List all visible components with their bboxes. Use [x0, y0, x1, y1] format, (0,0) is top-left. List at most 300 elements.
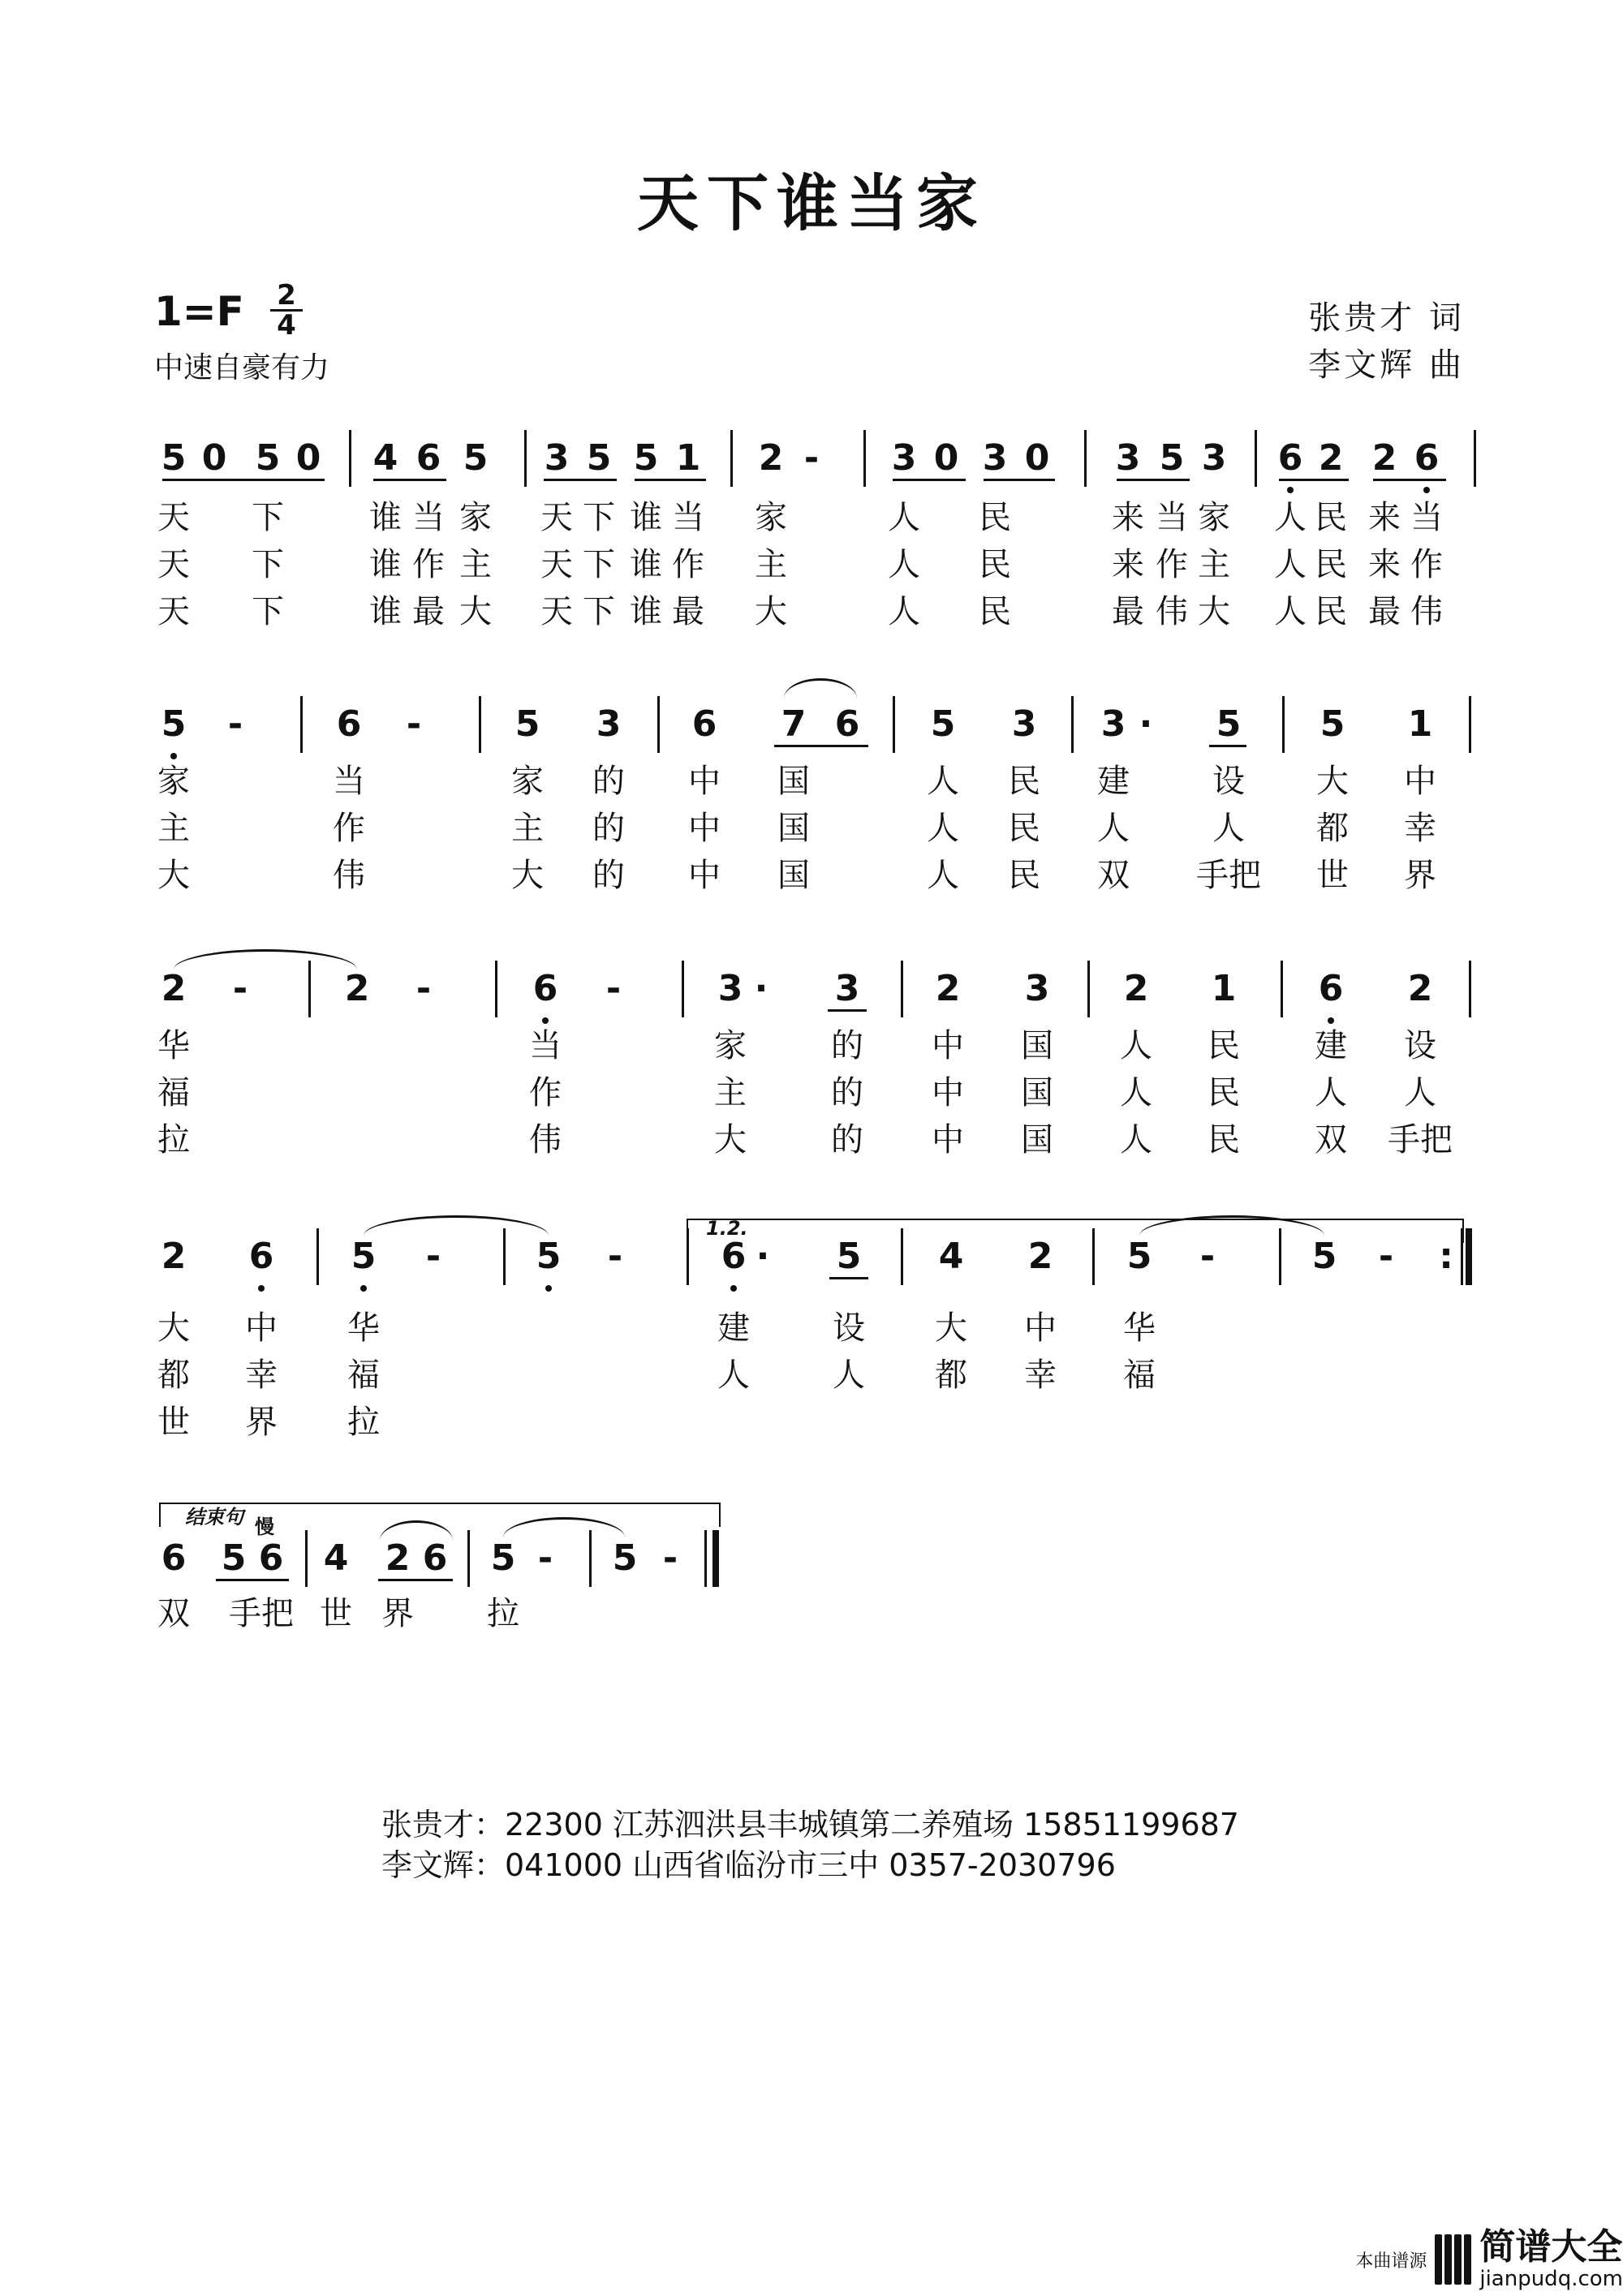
- system5-note: 2: [385, 1537, 411, 1579]
- volta-bracket: [687, 1219, 1464, 1243]
- system4-verse1-lyric: 设: [833, 1309, 865, 1347]
- system4-barline: [316, 1228, 319, 1285]
- system4-verse2-lyric: 都: [935, 1357, 967, 1394]
- system3-verse3-lyric: 中: [932, 1121, 964, 1159]
- system2-verse3-lyric: 伟: [333, 857, 365, 894]
- system1-note: 2: [1318, 437, 1344, 479]
- system1-note: 0: [933, 437, 959, 479]
- system2-verse1-lyric: 当: [333, 763, 365, 800]
- beam-underline: [378, 1579, 453, 1581]
- system1-verse1-lyric: 下: [583, 499, 615, 536]
- system2-verse3-lyric: 界: [1404, 857, 1436, 894]
- key-signature: 1=F: [154, 288, 244, 335]
- system3-verse2-lyric: 人: [1315, 1074, 1347, 1111]
- system4-note: -: [1378, 1236, 1394, 1277]
- system3-verse2-lyric: 作: [529, 1074, 562, 1111]
- system4-verse2-lyric: 都: [157, 1357, 190, 1394]
- system1-verse1-lyric: 家: [1198, 499, 1230, 536]
- system1-verse2-lyric: 人: [1274, 546, 1307, 583]
- system4-verse2-lyric: 人: [717, 1357, 750, 1394]
- system1-verse3-lyric: 大: [459, 593, 492, 630]
- system3-note: 3: [834, 968, 860, 1009]
- system1-verse1-lyric: 家: [755, 499, 787, 536]
- system1-verse2-lyric: 作: [672, 546, 704, 583]
- system1-note: -: [803, 437, 820, 479]
- system5-lyric: 手把: [229, 1595, 294, 1632]
- system3-note: 2: [344, 968, 370, 1009]
- system2-barline: [479, 696, 481, 753]
- system2-verse2-lyric: 的: [592, 810, 625, 847]
- system4-note: 6: [721, 1236, 747, 1277]
- system2-verse1-lyric: 设: [1212, 763, 1245, 800]
- system3-verse1-lyric: 建: [1315, 1027, 1347, 1064]
- system1-note: 5: [633, 437, 659, 479]
- beam-underline: [829, 1277, 868, 1279]
- system4-verse3-lyric: 拉: [347, 1404, 380, 1441]
- low-octave-dot: [1328, 1017, 1334, 1024]
- system3-note: 3: [717, 968, 743, 1009]
- system5-lyric: 界: [381, 1595, 414, 1632]
- system1-verse1-lyric: 当: [1156, 499, 1188, 536]
- beam-underline: [1373, 479, 1446, 481]
- system3-verse3-lyric: 人: [1120, 1121, 1152, 1159]
- system5-note: 6: [422, 1537, 448, 1579]
- system4-note: -: [425, 1236, 441, 1277]
- system1-barline: [1255, 430, 1257, 487]
- system4-note: 4: [938, 1236, 964, 1277]
- system2-note: 7: [781, 703, 807, 745]
- system1-verse2-lyric: 下: [583, 546, 615, 583]
- system1-verse1-lyric: 民: [979, 499, 1011, 536]
- system1-note: 2: [758, 437, 784, 479]
- system4-verse1-lyric: 华: [1123, 1309, 1156, 1347]
- system3-note: 2: [1407, 968, 1433, 1009]
- tie-slur: [784, 678, 857, 699]
- system1-note: 1: [675, 437, 701, 479]
- watermark-brand: [1479, 2228, 1623, 2291]
- system3-verse2-lyric: 中: [932, 1074, 964, 1111]
- system1-verse2-lyric: 主: [1198, 546, 1230, 583]
- system2-note: 6: [336, 703, 362, 745]
- system1-verse3-lyric: 大: [1198, 593, 1230, 630]
- tie-slur: [364, 1215, 549, 1236]
- beam-underline: [1117, 479, 1190, 481]
- system1-barline: [1084, 430, 1087, 487]
- system4-verse1-lyric: 中: [245, 1309, 278, 1347]
- system2-note: 3: [1011, 703, 1037, 745]
- system1-note: 3: [1201, 437, 1227, 479]
- beam-underline: [828, 1009, 867, 1012]
- system1-note: 5: [255, 437, 281, 479]
- system2-verse2-lyric: 民: [1008, 810, 1040, 847]
- system2-verse2-lyric: 主: [157, 810, 190, 847]
- system1-note: 3: [1115, 437, 1141, 479]
- system5-note: -: [662, 1537, 678, 1579]
- system4-note: 5: [836, 1236, 862, 1277]
- system3-verse2-lyric: 国: [1021, 1074, 1053, 1111]
- time-signature: [270, 279, 303, 342]
- lyricist-credit: 张贵才 词: [1308, 299, 1465, 337]
- system1-verse2-lyric: 作: [1410, 546, 1443, 583]
- system2-barline: [300, 696, 303, 753]
- system4-verse3-lyric: 世: [157, 1404, 190, 1441]
- system4-verse1-lyric: 大: [935, 1309, 967, 1347]
- system1-note: 6: [1414, 437, 1440, 479]
- system1-barline: [524, 430, 527, 487]
- system1-verse2-lyric: 作: [1156, 546, 1188, 583]
- system1-note: 5: [463, 437, 489, 479]
- system2-note: 3: [1100, 703, 1126, 745]
- system2-verse3-lyric: 大: [157, 857, 190, 894]
- system1-note: 3: [544, 437, 570, 479]
- system3-note: 3: [1024, 968, 1050, 1009]
- system2-verse1-lyric: 国: [777, 763, 810, 800]
- system1-verse3-lyric: 天: [157, 593, 190, 630]
- system1-verse3-lyric: 民: [979, 593, 1011, 630]
- system3-verse3-lyric: 双: [1315, 1121, 1347, 1159]
- system3-verse2-lyric: 人: [1404, 1074, 1436, 1111]
- system5-lyric: 拉: [487, 1595, 519, 1632]
- system5-note: -: [537, 1537, 553, 1579]
- system2-verse2-lyric: 主: [511, 810, 544, 847]
- system3-verse3-lyric: 伟: [529, 1121, 562, 1159]
- contact-composer: 李文辉：041000 山西省临汾市三中 0357-2030796: [381, 1847, 1116, 1883]
- system2-barline: [893, 696, 895, 753]
- low-octave-dot: [1423, 487, 1430, 493]
- system3-barline: [1469, 961, 1471, 1017]
- double-barline-thin: [704, 1530, 707, 1587]
- system5-barline: [467, 1530, 470, 1587]
- watermark-note: 本曲谱源: [1355, 2251, 1427, 2272]
- system3-note: 2: [161, 968, 187, 1009]
- system2-verse1-lyric: 的: [592, 763, 625, 800]
- system1-verse1-lyric: 人: [1274, 499, 1307, 536]
- system1-verse3-lyric: 最: [412, 593, 445, 630]
- system1-verse1-lyric: 谁: [369, 499, 402, 536]
- ending-label: 结束句: [185, 1506, 243, 1529]
- system2-verse1-lyric: 中: [1404, 763, 1436, 800]
- system4-note: ·: [756, 1236, 770, 1277]
- system1-verse3-lyric: 大: [755, 593, 787, 630]
- system2-verse2-lyric: 作: [333, 810, 365, 847]
- system3-barline: [1087, 961, 1090, 1017]
- system3-verse2-lyric: 主: [714, 1074, 747, 1111]
- system2-verse2-lyric: 人: [1097, 810, 1130, 847]
- beam-underline: [984, 479, 1055, 481]
- system1-verse3-lyric: 谁: [630, 593, 662, 630]
- system2-note: 5: [1319, 703, 1345, 745]
- system3-verse1-lyric: 设: [1404, 1027, 1436, 1064]
- system5-note: 4: [323, 1537, 349, 1579]
- system2-verse3-lyric: 国: [777, 857, 810, 894]
- system3-verse1-lyric: 中: [932, 1027, 964, 1064]
- system2-verse1-lyric: 中: [688, 763, 721, 800]
- system1-verse1-lyric: 当: [412, 499, 445, 536]
- system1-verse1-lyric: 下: [252, 499, 284, 536]
- beam-underline: [544, 479, 617, 481]
- system5-lyric: 世: [320, 1595, 352, 1632]
- system2-note: 6: [834, 703, 860, 745]
- system1-note: 6: [415, 437, 441, 479]
- low-octave-dot: [360, 1285, 367, 1292]
- system4-verse1-lyric: 华: [347, 1309, 380, 1347]
- beam-underline: [162, 479, 325, 481]
- beam-underline: [373, 479, 446, 481]
- system4-barline: [503, 1228, 506, 1285]
- system3-note: 2: [935, 968, 961, 1009]
- system1-note: 0: [201, 437, 227, 479]
- system2-note: 5: [514, 703, 540, 745]
- system3-verse3-lyric: 手把: [1388, 1121, 1453, 1159]
- system4-verse2-lyric: 人: [833, 1357, 865, 1394]
- system2-verse3-lyric: 中: [688, 857, 721, 894]
- system2-verse2-lyric: 人: [1212, 810, 1245, 847]
- beam-underline: [216, 1579, 289, 1581]
- system1-verse3-lyric: 民: [1315, 593, 1347, 630]
- system3-verse3-lyric: 民: [1208, 1121, 1240, 1159]
- system1-verse2-lyric: 谁: [630, 546, 662, 583]
- system2-verse3-lyric: 民: [1008, 857, 1040, 894]
- system2-verse3-lyric: 手把: [1196, 857, 1261, 894]
- system2-verse3-lyric: 世: [1316, 857, 1349, 894]
- system1-verse3-lyric: 伟: [1410, 593, 1443, 630]
- system4-note: -: [1199, 1236, 1216, 1277]
- system1-note: 5: [161, 437, 187, 479]
- low-octave-dot: [542, 1017, 549, 1024]
- system3-verse3-lyric: 的: [831, 1121, 863, 1159]
- system4-note: 5: [536, 1236, 562, 1277]
- system4-note: 2: [161, 1236, 187, 1277]
- system2-barline: [657, 696, 660, 753]
- system1-verse3-lyric: 天: [540, 593, 573, 630]
- system4-note: 2: [1027, 1236, 1053, 1277]
- page-title: 天下谁当家: [637, 167, 986, 239]
- system2-note: 3: [596, 703, 622, 745]
- system2-verse2-lyric: 幸: [1404, 810, 1436, 847]
- system5-note: 6: [258, 1537, 284, 1579]
- system1-note: 0: [1024, 437, 1050, 479]
- system5-note: 6: [161, 1537, 187, 1579]
- system1-verse1-lyric: 来: [1112, 499, 1144, 536]
- system3-verse2-lyric: 福: [157, 1074, 190, 1111]
- system1-verse3-lyric: 最: [672, 593, 704, 630]
- system1-verse3-lyric: 最: [1112, 593, 1144, 630]
- system3-verse1-lyric: 民: [1208, 1027, 1240, 1064]
- system2-verse2-lyric: 都: [1316, 810, 1349, 847]
- system3-note: 2: [1123, 968, 1149, 1009]
- system5-barline: [589, 1530, 592, 1587]
- system1-verse2-lyric: 来: [1368, 546, 1401, 583]
- system1-verse1-lyric: 当: [1410, 499, 1443, 536]
- watermark-brand-name: 简谱大全: [1479, 2226, 1623, 2268]
- system4-verse1-lyric: 大: [157, 1309, 190, 1347]
- low-octave-dot: [170, 753, 177, 759]
- final-thick-barline: [1466, 1228, 1472, 1285]
- system3-verse1-lyric: 当: [529, 1027, 562, 1064]
- system1-verse3-lyric: 伟: [1156, 593, 1188, 630]
- system3-verse2-lyric: 人: [1120, 1074, 1152, 1111]
- system3-note: -: [232, 968, 248, 1009]
- system2-note: 1: [1407, 703, 1433, 745]
- system2-verse3-lyric: 双: [1097, 857, 1130, 894]
- system5-note: 5: [490, 1537, 516, 1579]
- system1-note: 0: [295, 437, 321, 479]
- volta-label: 1.2.: [706, 1217, 748, 1240]
- system3-barline: [682, 961, 684, 1017]
- system3-note: 6: [532, 968, 558, 1009]
- beam-underline: [893, 479, 966, 481]
- system1-note: 3: [982, 437, 1008, 479]
- system1-note: 5: [586, 437, 612, 479]
- beam-underline: [635, 479, 706, 481]
- beam-underline: [774, 745, 868, 747]
- system3-note: 6: [1318, 968, 1344, 1009]
- system1-note: 2: [1371, 437, 1397, 479]
- system1-verse2-lyric: 谁: [369, 546, 402, 583]
- system1-verse3-lyric: 谁: [369, 593, 402, 630]
- system3-verse1-lyric: 的: [831, 1027, 863, 1064]
- system2-verse3-lyric: 的: [592, 857, 625, 894]
- composer-credit: 李文辉 曲: [1308, 346, 1465, 384]
- double-barline-thick: [712, 1530, 719, 1587]
- system1-verse3-lyric: 下: [583, 593, 615, 630]
- system2-verse1-lyric: 建: [1097, 763, 1130, 800]
- system1-verse3-lyric: 最: [1368, 593, 1401, 630]
- system1-verse2-lyric: 人: [888, 546, 920, 583]
- system3-note: ·: [754, 968, 768, 1009]
- system1-note: 3: [891, 437, 917, 479]
- system3-verse3-lyric: 拉: [157, 1121, 190, 1159]
- system1-verse3-lyric: 人: [1274, 593, 1307, 630]
- system5-note: 5: [612, 1537, 638, 1579]
- system4-verse2-lyric: 福: [347, 1357, 380, 1394]
- system2-verse1-lyric: 大: [1316, 763, 1349, 800]
- system2-verse2-lyric: 中: [688, 810, 721, 847]
- system2-note: ·: [1139, 703, 1153, 745]
- system4-note: 6: [248, 1236, 274, 1277]
- system4-note: :: [1439, 1236, 1453, 1277]
- low-octave-dot: [545, 1285, 552, 1292]
- system3-verse1-lyric: 人: [1120, 1027, 1152, 1064]
- system1-verse1-lyric: 来: [1368, 499, 1401, 536]
- system2-note: 6: [691, 703, 717, 745]
- system1-barline: [1474, 430, 1476, 487]
- system3-verse3-lyric: 大: [714, 1121, 747, 1159]
- system3-note: -: [605, 968, 622, 1009]
- ending-tempo-mark: 慢: [255, 1516, 274, 1538]
- system2-note: -: [406, 703, 422, 745]
- watermark[interactable]: [1355, 2223, 1623, 2296]
- system1-barline: [863, 430, 866, 487]
- system2-barline: [1282, 696, 1285, 753]
- system2-verse2-lyric: 人: [927, 810, 959, 847]
- system3-verse1-lyric: 家: [714, 1027, 747, 1064]
- system2-note: 5: [930, 703, 956, 745]
- watermark-url: jianpudq.com: [1479, 2267, 1623, 2291]
- system3-verse1-lyric: 国: [1021, 1027, 1053, 1064]
- system2-note: 5: [161, 703, 187, 745]
- system3-verse3-lyric: 国: [1021, 1121, 1053, 1159]
- system3-note: 1: [1211, 968, 1237, 1009]
- system2-verse3-lyric: 人: [927, 857, 959, 894]
- system1-verse2-lyric: 天: [540, 546, 573, 583]
- tempo-marking: 中速自豪有力: [154, 351, 330, 385]
- low-octave-dot: [258, 1285, 265, 1292]
- system1-verse3-lyric: 下: [252, 593, 284, 630]
- system2-note: 5: [1216, 703, 1242, 745]
- time-signature-top: 2: [277, 279, 296, 312]
- system2-barline: [1071, 696, 1074, 753]
- system3-barline: [495, 961, 497, 1017]
- system3-note: -: [415, 968, 432, 1009]
- system1-verse2-lyric: 下: [252, 546, 284, 583]
- system1-verse1-lyric: 天: [157, 499, 190, 536]
- system2-note: -: [227, 703, 243, 745]
- system1-note: 4: [372, 437, 398, 479]
- system4-verse1-lyric: 建: [717, 1309, 750, 1347]
- system1-verse2-lyric: 天: [157, 546, 190, 583]
- low-octave-dot: [730, 1285, 737, 1292]
- system4-verse2-lyric: 福: [1123, 1357, 1156, 1394]
- piano-keys-icon: [1435, 2234, 1471, 2285]
- system1-barline: [349, 430, 351, 487]
- system2-verse1-lyric: 民: [1008, 763, 1040, 800]
- system4-verse2-lyric: 幸: [245, 1357, 278, 1394]
- system1-verse2-lyric: 主: [755, 546, 787, 583]
- system1-verse2-lyric: 民: [1315, 546, 1347, 583]
- beam-underline: [1279, 479, 1349, 481]
- system1-verse1-lyric: 天: [540, 499, 573, 536]
- system4-verse3-lyric: 界: [245, 1404, 278, 1441]
- system4-note: 5: [1311, 1236, 1337, 1277]
- system1-verse2-lyric: 主: [459, 546, 492, 583]
- system2-verse1-lyric: 家: [511, 763, 544, 800]
- system5-lyric: 双: [157, 1595, 190, 1632]
- system2-barline: [1469, 696, 1471, 753]
- system3-verse1-lyric: 华: [157, 1027, 190, 1064]
- system4-note: -: [607, 1236, 623, 1277]
- system2-verse2-lyric: 国: [777, 810, 810, 847]
- system1-verse2-lyric: 来: [1112, 546, 1144, 583]
- system4-note: 5: [351, 1236, 377, 1277]
- system1-verse1-lyric: 家: [459, 499, 492, 536]
- beam-underline: [1209, 745, 1246, 747]
- system2-verse1-lyric: 家: [157, 763, 190, 800]
- system4-verse1-lyric: 中: [1024, 1309, 1057, 1347]
- system4-note: 5: [1126, 1236, 1152, 1277]
- system2-verse3-lyric: 大: [511, 857, 544, 894]
- system3-barline: [901, 961, 903, 1017]
- system1-barline: [730, 430, 733, 487]
- system3-barline: [1281, 961, 1283, 1017]
- time-signature-bottom: 4: [270, 309, 303, 339]
- system4-verse2-lyric: 幸: [1024, 1357, 1057, 1394]
- system1-verse1-lyric: 民: [1315, 499, 1347, 536]
- system1-verse1-lyric: 当: [672, 499, 704, 536]
- system1-verse3-lyric: 人: [888, 593, 920, 630]
- system1-note: 5: [1159, 437, 1185, 479]
- system5-note: 5: [221, 1537, 247, 1579]
- system1-verse1-lyric: 谁: [630, 499, 662, 536]
- system1-verse2-lyric: 民: [979, 546, 1011, 583]
- contact-lyricist: 张贵才：22300 江苏泗洪县丰城镇第二养殖场 15851199687: [381, 1807, 1239, 1842]
- system3-verse2-lyric: 民: [1208, 1074, 1240, 1111]
- system2-verse1-lyric: 人: [927, 763, 959, 800]
- system1-verse2-lyric: 作: [412, 546, 445, 583]
- system3-verse2-lyric: 的: [831, 1074, 863, 1111]
- low-octave-dot: [1287, 487, 1294, 493]
- system1-verse1-lyric: 人: [888, 499, 920, 536]
